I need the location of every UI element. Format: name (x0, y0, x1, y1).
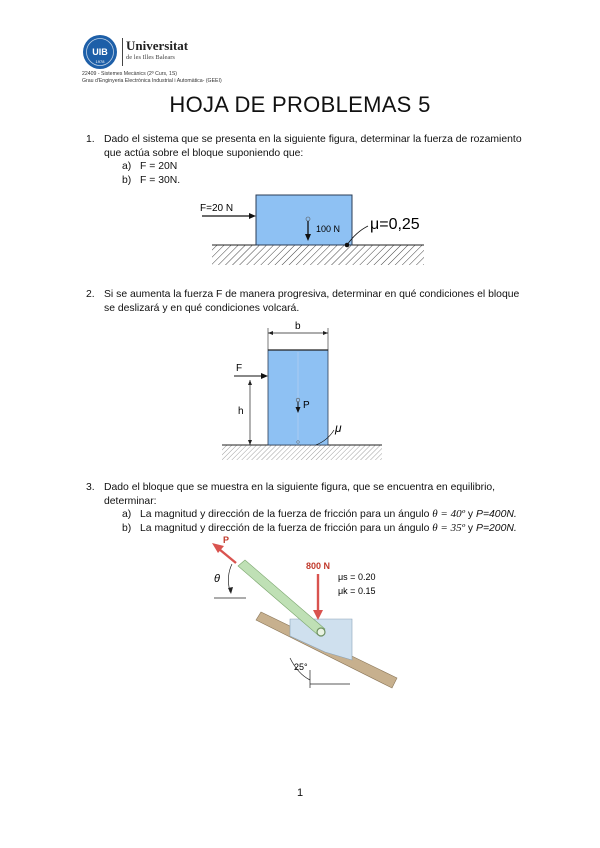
problem-3 (86, 481, 526, 535)
theta-label: θ (214, 573, 220, 585)
university-subtitle: de les Illes Balears (126, 54, 175, 61)
block-1 (256, 195, 352, 245)
item-a-tail: P=400N. (476, 509, 517, 520)
figure-3 (200, 532, 400, 697)
problem-1-number: 1. (86, 134, 95, 145)
load-label: 800 N (306, 561, 331, 571)
item-b-tail: P=200N. (476, 522, 517, 534)
problem-3-text-line1: Dado el bloque que se muestra en la siguiente figura, que se encuentra en equilibrio, (104, 482, 496, 493)
problem-1-item-a-text: F = 20N (140, 161, 178, 172)
problem-1-item-b-text: F = 30N. (140, 174, 181, 186)
p-label: P (223, 535, 230, 545)
angle-label: 25° (294, 662, 308, 672)
course-line: 22409 - Sistemes Mecànics (2º Curs, 1S) (82, 71, 178, 77)
page-title: HOJA DE PROBLEMAS 5 (169, 92, 431, 117)
mu-label-1: μ=0,25 (370, 216, 420, 233)
degree-line: Grau d'Enginyeria Electrònica Industrial i Automàtica- (GEEI) (82, 78, 222, 84)
load-arrowhead (313, 610, 323, 620)
weight-label-2: P (303, 400, 310, 411)
force-label-1: F=20 N (200, 203, 234, 214)
problem-3-text-line2: determinar: (104, 495, 157, 507)
rod-pin (317, 628, 325, 636)
item-b-tail-pre: y (465, 522, 477, 534)
page-number: 1 (296, 787, 304, 799)
item-a-body: La magnitud y dirección de la fuerza de fricción para un ángulo (140, 509, 433, 520)
uib-logo-emblem (82, 34, 118, 70)
figure-2 (220, 318, 400, 468)
problem-1-text-line2: que actúa sobre el bloque suponiendo que: (104, 147, 304, 159)
weight-label-1: 100 N (316, 224, 341, 234)
problem-2-text-line1: Si se aumenta la fuerza F de manera progresiva, determinar en qué condiciones el bloque (104, 289, 520, 300)
item-b-body: La magnitud y dirección de la fuerza de fricción para un ángulo (140, 522, 433, 534)
width-label: b (295, 321, 301, 332)
problem-1-item-b-label: b) (122, 174, 132, 186)
problem-2 (86, 288, 526, 315)
figure-1 (194, 190, 434, 270)
item-a-tail-pre: y (465, 509, 477, 520)
university-name: Universitat (126, 38, 189, 53)
slab-block (290, 619, 352, 660)
item-b-math: θ = 35º (432, 521, 466, 534)
logo-divider (122, 38, 123, 66)
header (82, 34, 342, 94)
theta-arc-head (228, 587, 233, 594)
force-label-2: F (236, 363, 243, 374)
force-arrowhead-1 (249, 213, 256, 219)
problem-1 (86, 133, 526, 187)
problem-2-text-line2: se deslizará y en qué condiciones volcará. (104, 302, 300, 314)
problem-1-item-a-label: a) (122, 161, 132, 172)
mus-label: μs = 0.20 (338, 572, 376, 582)
problem-3-item-b-label: b) (122, 522, 132, 534)
item-a-math: θ = 40º (432, 508, 466, 520)
force-arrowhead-2 (261, 373, 268, 379)
problem-3-number: 3. (86, 482, 95, 493)
problem-3-item-a-label: a) (122, 509, 132, 520)
height-label: h (238, 406, 244, 417)
uib-logo-emblem-text: UIB (92, 47, 108, 57)
p-arrow (219, 549, 236, 563)
problem-3-item-a-text (140, 508, 517, 522)
problem-1-text-line1: Dado el sistema que se presenta en la siguiente figura, determinar la fuerza de rozamiento (104, 134, 522, 145)
ground-hatch-2 (222, 445, 382, 460)
mu-label-2: μ (335, 421, 342, 435)
ground-hatch-1 (212, 245, 424, 265)
problem-2-number: 2. (86, 289, 95, 300)
uib-logo-emblem-sub: 1978 (95, 59, 105, 64)
muk-label: μk = 0.15 (338, 586, 376, 596)
